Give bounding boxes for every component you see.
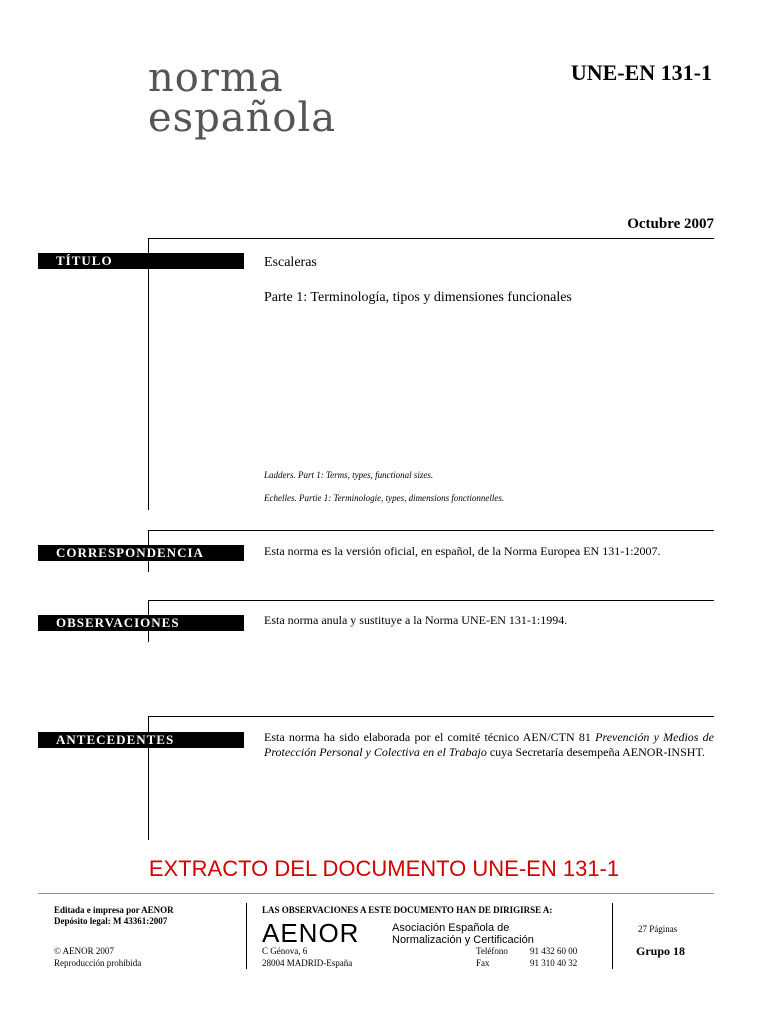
- footer-phone-label: Teléfono: [476, 946, 508, 956]
- footer-deposito: Depósito legal: M 43361:2007: [54, 916, 168, 926]
- footer-address-2: 28004 MADRID-España: [262, 958, 353, 968]
- title-translation-en: Ladders. Part 1: Terms, types, functional sizes.: [264, 470, 434, 480]
- footer-vertical-right: [612, 903, 613, 969]
- aenor-association: [392, 922, 534, 946]
- doc-title: Escaleras: [264, 255, 317, 270]
- footer-address-1: C Génova, 6: [262, 946, 308, 956]
- footer-vertical-left: [246, 903, 247, 969]
- footer-pages: 27 Páginas: [638, 924, 678, 934]
- publication-date: Octubre 2007: [627, 216, 714, 232]
- brand-line-2: española: [148, 95, 337, 141]
- antecedentes-text-b: cuya Secretaría desempeña AENOR-INSHT.: [486, 745, 705, 759]
- standard-code: UNE-EN 131-1: [570, 60, 712, 85]
- footer-fax-label: Fax: [476, 958, 490, 968]
- label-correspondencia: CORRESPONDENCIA: [38, 545, 244, 561]
- correspondencia-text: Esta norma es la versión oficial, en español, de la Norma Europea EN 131-1:2007.: [264, 544, 661, 558]
- doc-subtitle: Parte 1: Terminología, tipos y dimensiones funcionales: [264, 290, 572, 305]
- antecedentes-committee-name: Prevención y Medios de Protección Personal y Colectiva en el Trabajo: [264, 730, 715, 759]
- divider-obs: [148, 600, 714, 601]
- divider-vertical-titulo: [148, 238, 149, 510]
- label-observaciones: OBSERVACIONES: [38, 615, 244, 631]
- divider-antec: [148, 716, 714, 717]
- footer-reproduction: Reproducción prohibida: [54, 958, 142, 968]
- brand-title: [148, 55, 337, 141]
- antecedentes-text: [264, 730, 714, 760]
- footer-divider: [38, 893, 714, 894]
- divider-titulo: [148, 238, 714, 239]
- label-antecedentes: ANTECEDENTES: [38, 732, 244, 748]
- label-titulo: TÍTULO: [38, 253, 244, 269]
- antecedentes-text-a: Esta norma ha sido elaborada por el comité técnico AEN/CTN 81: [264, 730, 596, 744]
- assoc-line-2: Normalización y Certificación: [392, 934, 534, 946]
- extract-notice: EXTRACTO DEL DOCUMENTO UNE-EN 131-1: [148, 856, 620, 881]
- assoc-line-1: Asociación Española de: [392, 922, 510, 934]
- footer-copyright: © AENOR 2007: [54, 946, 114, 956]
- divider-corresp: [148, 530, 714, 531]
- footer-group: Grupo 18: [636, 944, 686, 958]
- footer-phone: 91 432 60 00: [530, 946, 578, 956]
- footer-fax: 91 310 40 32: [530, 958, 578, 968]
- brand-line-1: norma: [148, 55, 284, 101]
- footer-observations-header: LAS OBSERVACIONES A ESTE DOCUMENTO HAN DE DIRIGIRSE A:: [262, 905, 553, 915]
- aenor-logo: AENOR: [262, 918, 360, 948]
- observaciones-text: Esta norma anula y sustituye a la Norma UNE-EN 131-1:1994.: [264, 613, 568, 627]
- title-translation-fr: Echelles. Partie 1: Terminologie, types, dimensions fonctionnelles.: [264, 493, 505, 503]
- footer-edited: Editada e impresa por AENOR: [54, 905, 174, 915]
